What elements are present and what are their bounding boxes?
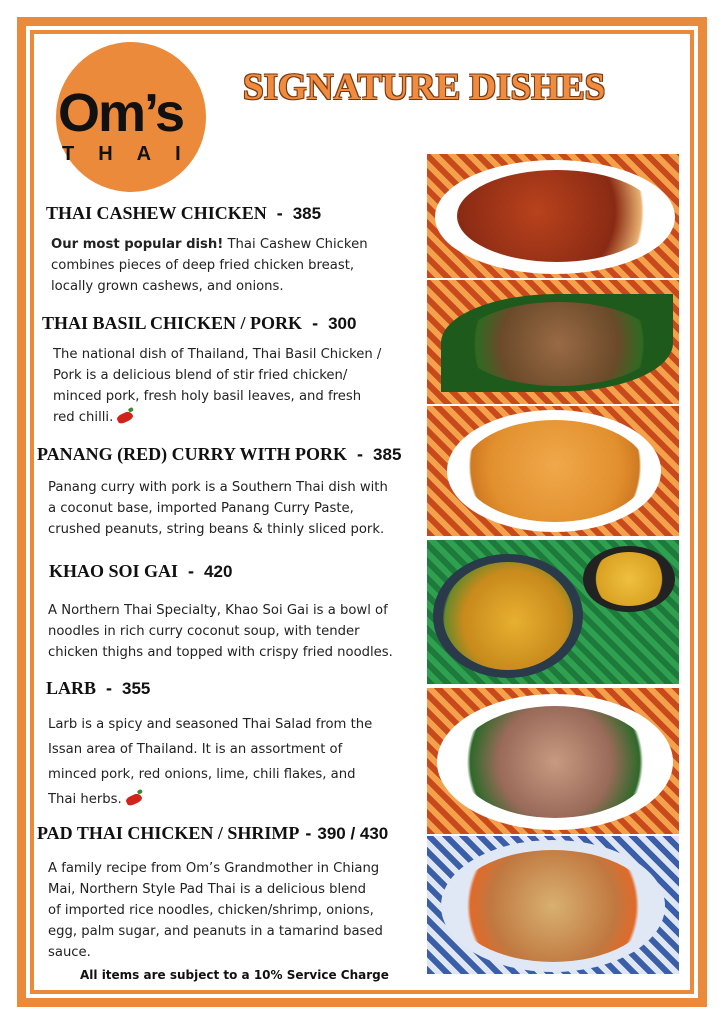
description-line-text: Thai Cashew Chicken [223, 237, 368, 252]
dish-name-basil-chicken-pork [42, 313, 356, 334]
dish-name-pad-thai [37, 823, 388, 844]
dish-price: 390 / 430 [317, 824, 389, 843]
description-line: locally grown cashews, and onions. [51, 279, 284, 294]
description-line: The national dish of Thailand, Thai Basil Chicken / [53, 347, 382, 362]
khao-soi-food [443, 562, 573, 670]
pad-thai-food [453, 850, 653, 962]
description-line: Issan area of Thailand. It is an assortment of [48, 742, 343, 757]
chili-pepper-icon [116, 410, 134, 425]
dish-price: 385 [373, 445, 402, 464]
oms-thai-logo [56, 42, 216, 202]
logo-subtitle: THAI [62, 143, 205, 165]
dish-title: PAD THAI CHICKEN / SHRIMP [37, 823, 300, 843]
dish-description-basil-chicken-pork [53, 344, 393, 428]
larb-food [457, 706, 653, 818]
description-line: A family recipe from Om’s Grandmother in Chiang [48, 861, 380, 876]
price-separator: - [357, 444, 364, 464]
description-line: A Northern Thai Specialty, Khao Soi Gai is a bowl of [48, 603, 388, 618]
price-separator: - [305, 823, 312, 843]
dish-title: THAI CASHEW CHICKEN [46, 203, 267, 223]
description-line: combines pieces of deep fried chicken breast, [51, 258, 355, 273]
description-line: minced pork, fresh holy basil leaves, and fresh [53, 389, 362, 404]
description-line-text: red chilli. [53, 410, 114, 425]
dish-title: LARB [46, 678, 97, 698]
description-line: crushed peanuts, string beans & thinly sliced pork. [48, 522, 385, 537]
description-line [51, 234, 381, 255]
service-charge-note: All items are subject to a 10% Service Charge [80, 968, 389, 982]
photo-larb [427, 688, 679, 834]
dish-price: 300 [328, 314, 357, 333]
description-line: a coconut base, imported Panang Curry Paste, [48, 501, 354, 516]
panang-curry-food [463, 420, 647, 522]
crispy-noodles [591, 552, 667, 606]
price-separator: - [276, 203, 283, 223]
dish-price: 420 [204, 562, 233, 581]
description-line [53, 407, 393, 428]
dish-description-panang-curry [48, 477, 408, 540]
dish-name-khao-soi-gai [49, 561, 232, 582]
description-line: noodles in rich curry coconut soup, with tender [48, 624, 360, 639]
photo-cashew-chicken [427, 154, 679, 278]
price-separator: - [106, 678, 113, 698]
dish-description-pad-thai [48, 858, 408, 963]
dish-title: PANANG (RED) CURRY WITH PORK [37, 444, 348, 464]
page-title: SIGNATURE DISHES [243, 67, 606, 108]
description-line-text: Thai herbs. [48, 792, 122, 807]
dish-name-cashew-chicken [46, 203, 321, 224]
dish-name-panang-curry [37, 444, 401, 465]
description-line: sauce. [48, 945, 91, 960]
description-line [48, 787, 388, 812]
description-line: Larb is a spicy and seasoned Thai Salad from the [48, 717, 373, 732]
chili-pepper-icon [125, 792, 143, 807]
dish-description-larb [48, 712, 388, 812]
description-lead: Our most popular dish! [51, 237, 224, 252]
dish-photos [427, 154, 679, 974]
description-line: egg, palm sugar, and peanuts in a tamarind based [48, 924, 383, 939]
logo-word: Om’s [58, 83, 184, 143]
description-line: of imported rice noodles, chicken/shrimp, onions, [48, 903, 374, 918]
photo-basil-chicken [427, 280, 679, 404]
photo-khao-soi [427, 540, 679, 684]
description-line: Panang curry with pork is a Southern Thai dish with [48, 480, 388, 495]
photo-panang-curry [427, 406, 679, 536]
dish-description-khao-soi-gai [48, 600, 413, 663]
price-separator: - [188, 561, 195, 581]
photo-pad-thai [427, 836, 679, 974]
description-line: Mai, Northern Style Pad Thai is a delicious blend [48, 882, 367, 897]
dish-price: 385 [292, 204, 322, 223]
basil-chicken-food [461, 302, 657, 386]
dish-title: KHAO SOI GAI [49, 561, 179, 581]
description-line: Pork is a delicious blend of stir fried chicken/ [53, 368, 348, 383]
dish-title: THAI BASIL CHICKEN / PORK [42, 313, 303, 333]
cashew-chicken-food [457, 170, 657, 262]
dish-description-cashew-chicken [51, 234, 381, 297]
dish-name-larb [46, 678, 150, 699]
price-separator: - [312, 313, 319, 333]
dish-price: 355 [122, 679, 151, 698]
description-line: minced pork, red onions, lime, chili flakes, and [48, 767, 356, 782]
description-line: chicken thighs and topped with crispy fried noodles. [48, 645, 393, 660]
